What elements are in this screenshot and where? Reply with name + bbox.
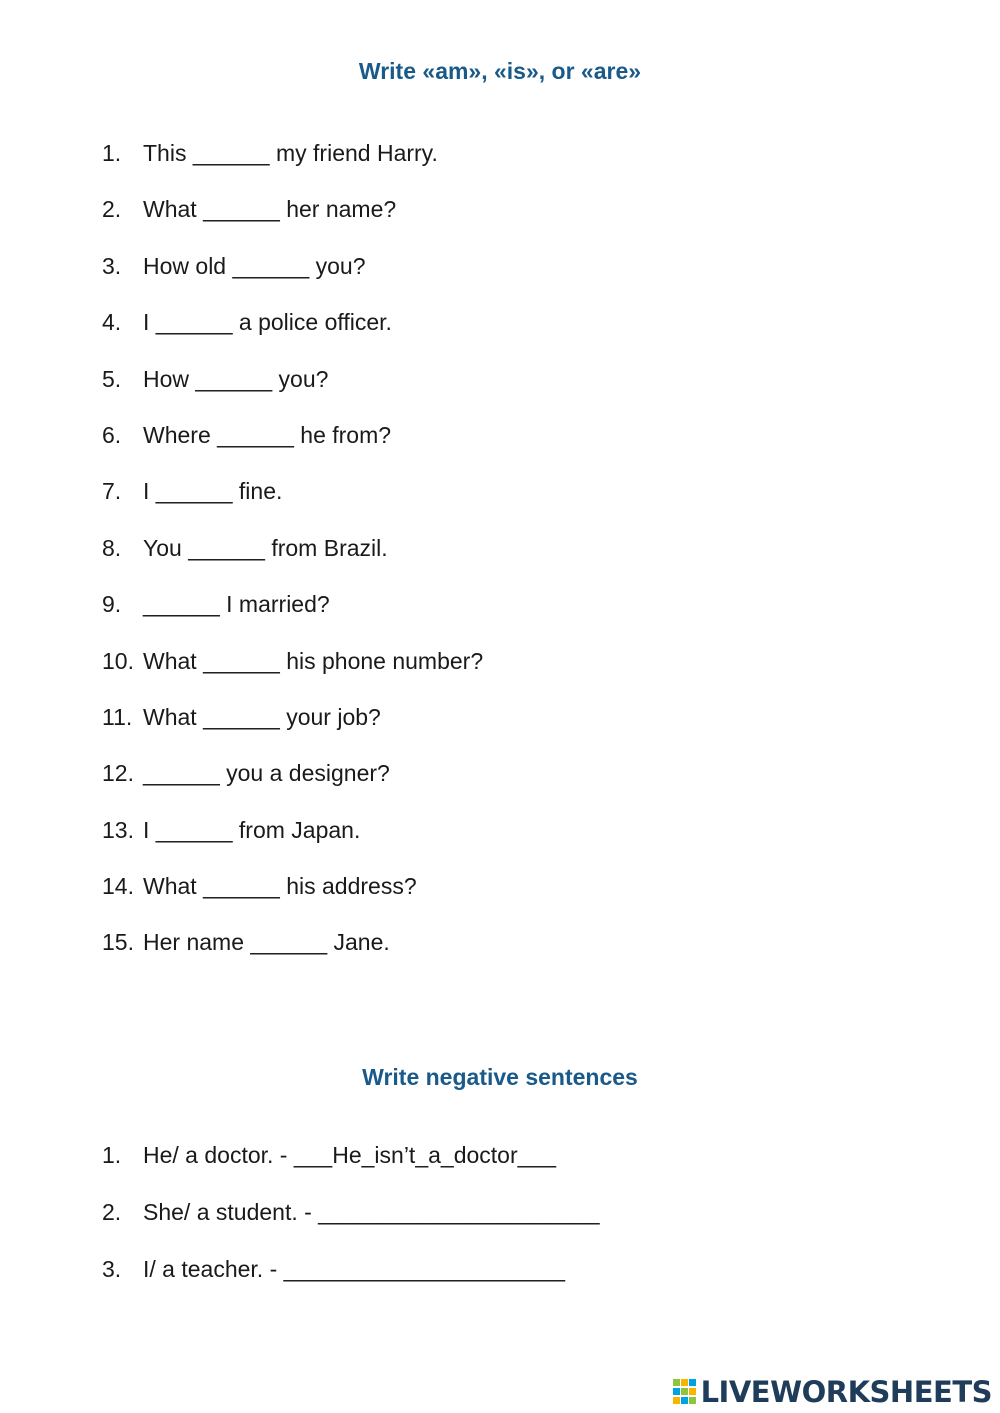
item-text: Where ______ he from? xyxy=(143,421,392,448)
item-text: Her name ______ Jane. xyxy=(143,929,390,956)
item-text: I ______ fine. xyxy=(143,478,283,505)
item-text: ______ I married? xyxy=(143,591,330,618)
item-number: 1. xyxy=(102,140,122,166)
item-text: What ______ his address? xyxy=(143,873,417,900)
exercise-item xyxy=(102,475,483,531)
item-number: 4. xyxy=(102,309,122,336)
item-number: 3. xyxy=(102,252,122,279)
item-text: This ______ my friend Harry. xyxy=(143,140,438,166)
item-text: She/ a student. - ______________________ xyxy=(143,1198,600,1225)
liveworksheets-logo-icon xyxy=(673,1379,697,1405)
item-text: I/ a teacher. - ______________________ xyxy=(143,1255,566,1282)
exercise-item xyxy=(102,306,483,362)
item-text: What ______ his phone number? xyxy=(143,647,484,674)
item-number: 9. xyxy=(102,591,122,618)
exercise-item xyxy=(102,645,483,701)
item-number: 11. xyxy=(102,703,133,730)
item-number: 10. xyxy=(102,647,134,674)
exercise-item xyxy=(102,250,483,306)
item-number: 3. xyxy=(102,1255,122,1282)
exercise-item xyxy=(102,1139,600,1196)
liveworksheets-logo xyxy=(673,1374,992,1410)
exercise-item xyxy=(102,588,483,644)
exercise-item xyxy=(102,1196,600,1253)
exercise-item xyxy=(102,363,483,419)
exercise-item xyxy=(102,532,483,588)
item-text: What ______ your job? xyxy=(143,703,381,730)
item-number: 6. xyxy=(102,421,122,448)
exercise-item xyxy=(102,193,483,249)
exercise-item xyxy=(102,814,483,870)
item-number: 12. xyxy=(102,760,134,787)
exercise-item xyxy=(102,1253,600,1310)
item-text: What ______ her name? xyxy=(143,196,397,223)
section-title-fill-in: Write «am», «is», or «are» xyxy=(358,58,642,84)
item-text: How old ______ you? xyxy=(143,252,366,279)
item-text: I ______ a police officer. xyxy=(143,309,392,336)
exercise-list-negative xyxy=(102,1139,600,1309)
exercise-item xyxy=(102,870,483,926)
item-number: 7. xyxy=(102,478,122,505)
exercise-list-am-is-are xyxy=(102,137,483,983)
item-text: How ______ you? xyxy=(143,365,329,392)
exercise-item xyxy=(102,757,483,813)
exercise-item xyxy=(102,137,483,193)
item-number: 1. xyxy=(102,1142,122,1168)
item-number: 13. xyxy=(102,816,134,843)
item-number: 15. xyxy=(102,929,134,956)
exercise-item xyxy=(102,926,483,982)
item-number: 14. xyxy=(102,873,134,900)
item-text: ______ you a designer? xyxy=(143,760,390,787)
section-title-negative: Write negative sentences xyxy=(362,1064,638,1090)
item-number: 5. xyxy=(102,365,122,392)
exercise-item xyxy=(102,701,483,757)
item-text: He/ a doctor. - ___He_isn’t_a_doctor___ xyxy=(143,1142,556,1168)
exercise-item xyxy=(102,419,483,475)
logo-text: LIVEWORKSHEETS xyxy=(700,1374,992,1409)
item-text: I ______ from Japan. xyxy=(143,816,361,843)
item-number: 2. xyxy=(102,1198,122,1225)
item-text: You ______ from Brazil. xyxy=(143,534,388,561)
item-number: 2. xyxy=(102,196,122,223)
item-number: 8. xyxy=(102,534,122,561)
